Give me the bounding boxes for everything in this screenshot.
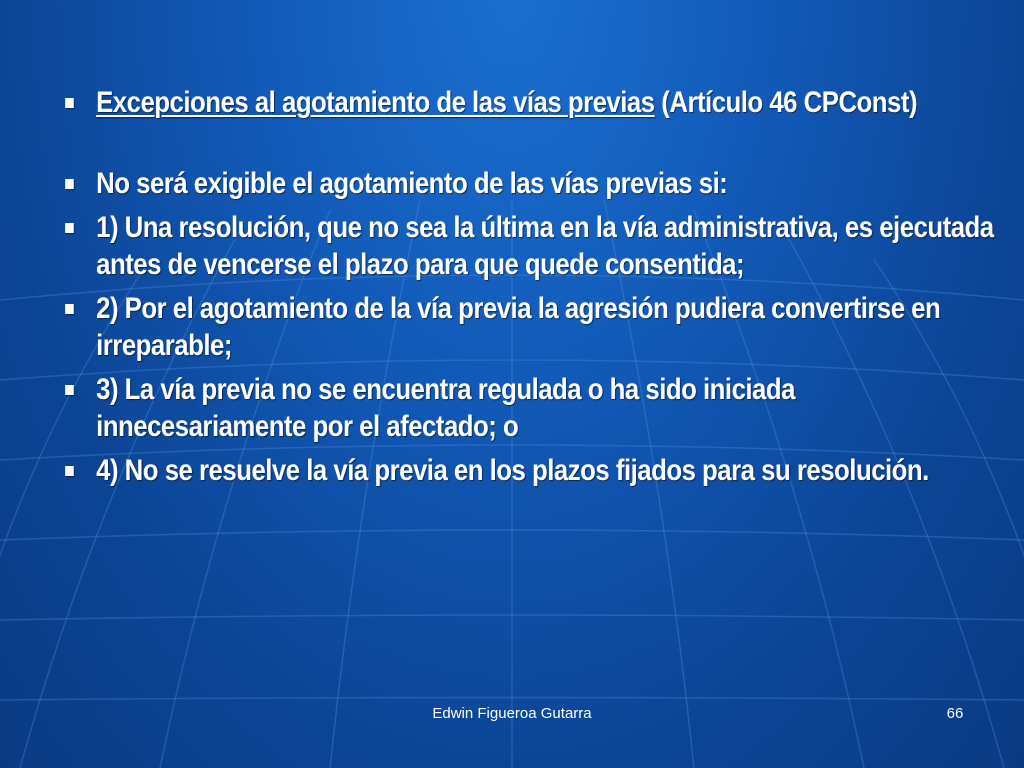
bullet-text: 1) Una resolución, que no sea la última en la vía administrativa, es ejecutada antes de vencerse el plazo para que quede consentida;	[96, 211, 994, 281]
bullet-item-4	[60, 452, 999, 489]
bullet-item-heading	[60, 84, 999, 121]
square-bullet-icon	[65, 98, 74, 108]
bullet-text: No será exigible el agotamiento de las vías previas si:	[96, 167, 728, 200]
square-bullet-icon	[65, 304, 74, 314]
slide-bullet-list	[60, 84, 994, 496]
square-bullet-icon	[65, 179, 74, 189]
bullet-text: 3) La vía previa no se encuentra regulada o ha sido iniciada innecesariamente por el afectado; o	[96, 373, 795, 443]
slide-number: 66	[946, 705, 964, 722]
bullet-item-1	[60, 209, 999, 283]
bullet-item-2	[60, 290, 999, 364]
heading-underlined-text: Excepciones al agotamiento de las vías previas	[96, 86, 655, 119]
square-bullet-icon	[65, 223, 74, 233]
bullet-text: 4) No se resuelve la vía previa en los plazos fijados para su resolución.	[96, 454, 929, 487]
footer-author: Edwin Figueroa Gutarra	[432, 705, 592, 722]
bullet-text: 2) Por el agotamiento de la vía previa la agresión pudiera convertirse en irreparable;	[96, 292, 941, 362]
bullet-item-3	[60, 371, 999, 445]
square-bullet-icon	[65, 385, 74, 395]
bullet-item-intro	[60, 165, 999, 202]
square-bullet-icon	[65, 466, 74, 476]
heading-reference-text: (Artículo 46 CPConst)	[654, 86, 918, 119]
